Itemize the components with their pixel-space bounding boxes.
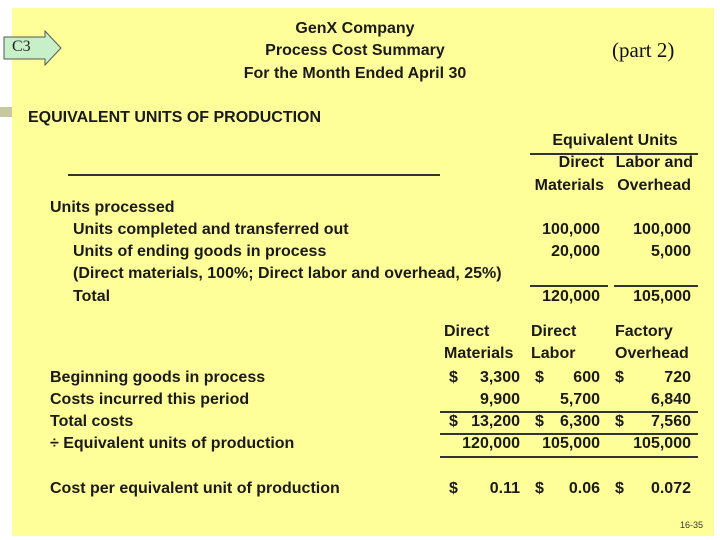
cost-header-dl-1: Direct — [531, 323, 577, 340]
eu-row-ending-dm: 20,000 — [551, 243, 600, 260]
cost-header-dm-1: Direct — [444, 323, 490, 340]
cost-row-total-dm-sign: $ — [449, 413, 458, 430]
c3-label: C3 — [12, 38, 31, 55]
cost-row-total-dl: 6,300 — [559, 413, 600, 430]
cost-row-incurred-dl: 5,700 — [559, 391, 600, 408]
report-title: Process Cost Summary — [265, 42, 445, 59]
cost-row-incurred-dm: 9,900 — [479, 391, 520, 408]
total-rule-dm — [530, 285, 608, 287]
cost-row-per-eu-dm-sign: $ — [449, 480, 458, 497]
eu-row-completed-dm: 100,000 — [542, 221, 600, 238]
col-labor-overhead-1: Labor and — [615, 154, 693, 171]
eu-row-percent-note: (Direct materials, 100%; Direct labor and overhead, 25%) — [73, 265, 502, 282]
eu-row-total-label: Total — [73, 288, 111, 305]
cost-row-per-eu-dl-sign: $ — [535, 480, 544, 497]
cost-row-incurred-foh: 6,840 — [650, 391, 691, 408]
section-title: EQUIVALENT UNITS OF PRODUCTION — [28, 109, 322, 126]
cost-row-per-eu-label: Cost per equivalent unit of production — [50, 480, 340, 497]
eu-row-total-loh: 105,000 — [633, 288, 691, 305]
label-underline — [68, 174, 440, 176]
eu-row-ending-loh: 5,000 — [650, 243, 691, 260]
cost-row-per-eu-dl: 0.06 — [568, 480, 600, 497]
cost-row-eu-dl: 105,000 — [542, 435, 600, 452]
cost-row-beginning-foh-sign: $ — [615, 369, 624, 386]
cost-row-eu-dm: 120,000 — [462, 435, 520, 452]
page-number: 16-35 — [680, 520, 704, 530]
cost-row-incurred-label: Costs incurred this period — [50, 391, 250, 408]
col-labor-overhead-2: Overhead — [617, 177, 691, 194]
eu-bottom-rule — [440, 456, 698, 458]
cost-row-per-eu-foh-sign: $ — [615, 480, 624, 497]
cost-row-beginning-dl: 600 — [573, 369, 600, 386]
cost-row-eu-label: ÷ Equivalent units of production — [50, 435, 295, 452]
eu-row-completed-label: Units completed and transferred out — [73, 221, 349, 238]
eu-row-total-dm: 120,000 — [542, 288, 600, 305]
col-direct-materials-1: Direct — [558, 154, 604, 171]
cost-row-total-dl-sign: $ — [535, 413, 544, 430]
cost-row-total-foh: 7,560 — [650, 413, 691, 430]
cost-header-dl-2: Labor — [531, 345, 576, 362]
left-edge-mark — [0, 107, 12, 117]
eu-row-units-processed: Units processed — [50, 199, 175, 216]
cost-row-per-eu-foh: 0.072 — [650, 480, 691, 497]
eu-row-completed-loh: 100,000 — [633, 221, 691, 238]
cost-row-per-eu-dm: 0.11 — [489, 480, 520, 497]
cost-row-beginning-label: Beginning goods in process — [50, 369, 266, 386]
total-rule-loh — [614, 285, 698, 287]
company-name: GenX Company — [295, 20, 415, 37]
cost-row-total-label: Total costs — [50, 413, 134, 430]
part-label: (part 2) — [612, 38, 675, 62]
cost-row-beginning-dm-sign: $ — [449, 369, 458, 386]
cost-row-beginning-dm: 3,300 — [479, 369, 520, 386]
cost-header-dm-2: Materials — [444, 345, 514, 362]
cost-row-beginning-dl-sign: $ — [535, 369, 544, 386]
equivalent-units-header: Equivalent Units — [552, 132, 678, 149]
report-period: For the Month Ended April 30 — [243, 65, 467, 82]
eu-row-ending-label: Units of ending goods in process — [73, 243, 327, 260]
col-direct-materials-2: Materials — [534, 177, 604, 194]
cost-row-total-dm: 13,200 — [471, 413, 520, 430]
cost-row-eu-foh: 105,000 — [633, 435, 691, 452]
cost-header-foh-1: Factory — [615, 323, 673, 340]
cost-row-beginning-foh: 720 — [664, 369, 691, 386]
cost-header-foh-2: Overhead — [615, 345, 689, 362]
cost-row-total-foh-sign: $ — [615, 413, 624, 430]
